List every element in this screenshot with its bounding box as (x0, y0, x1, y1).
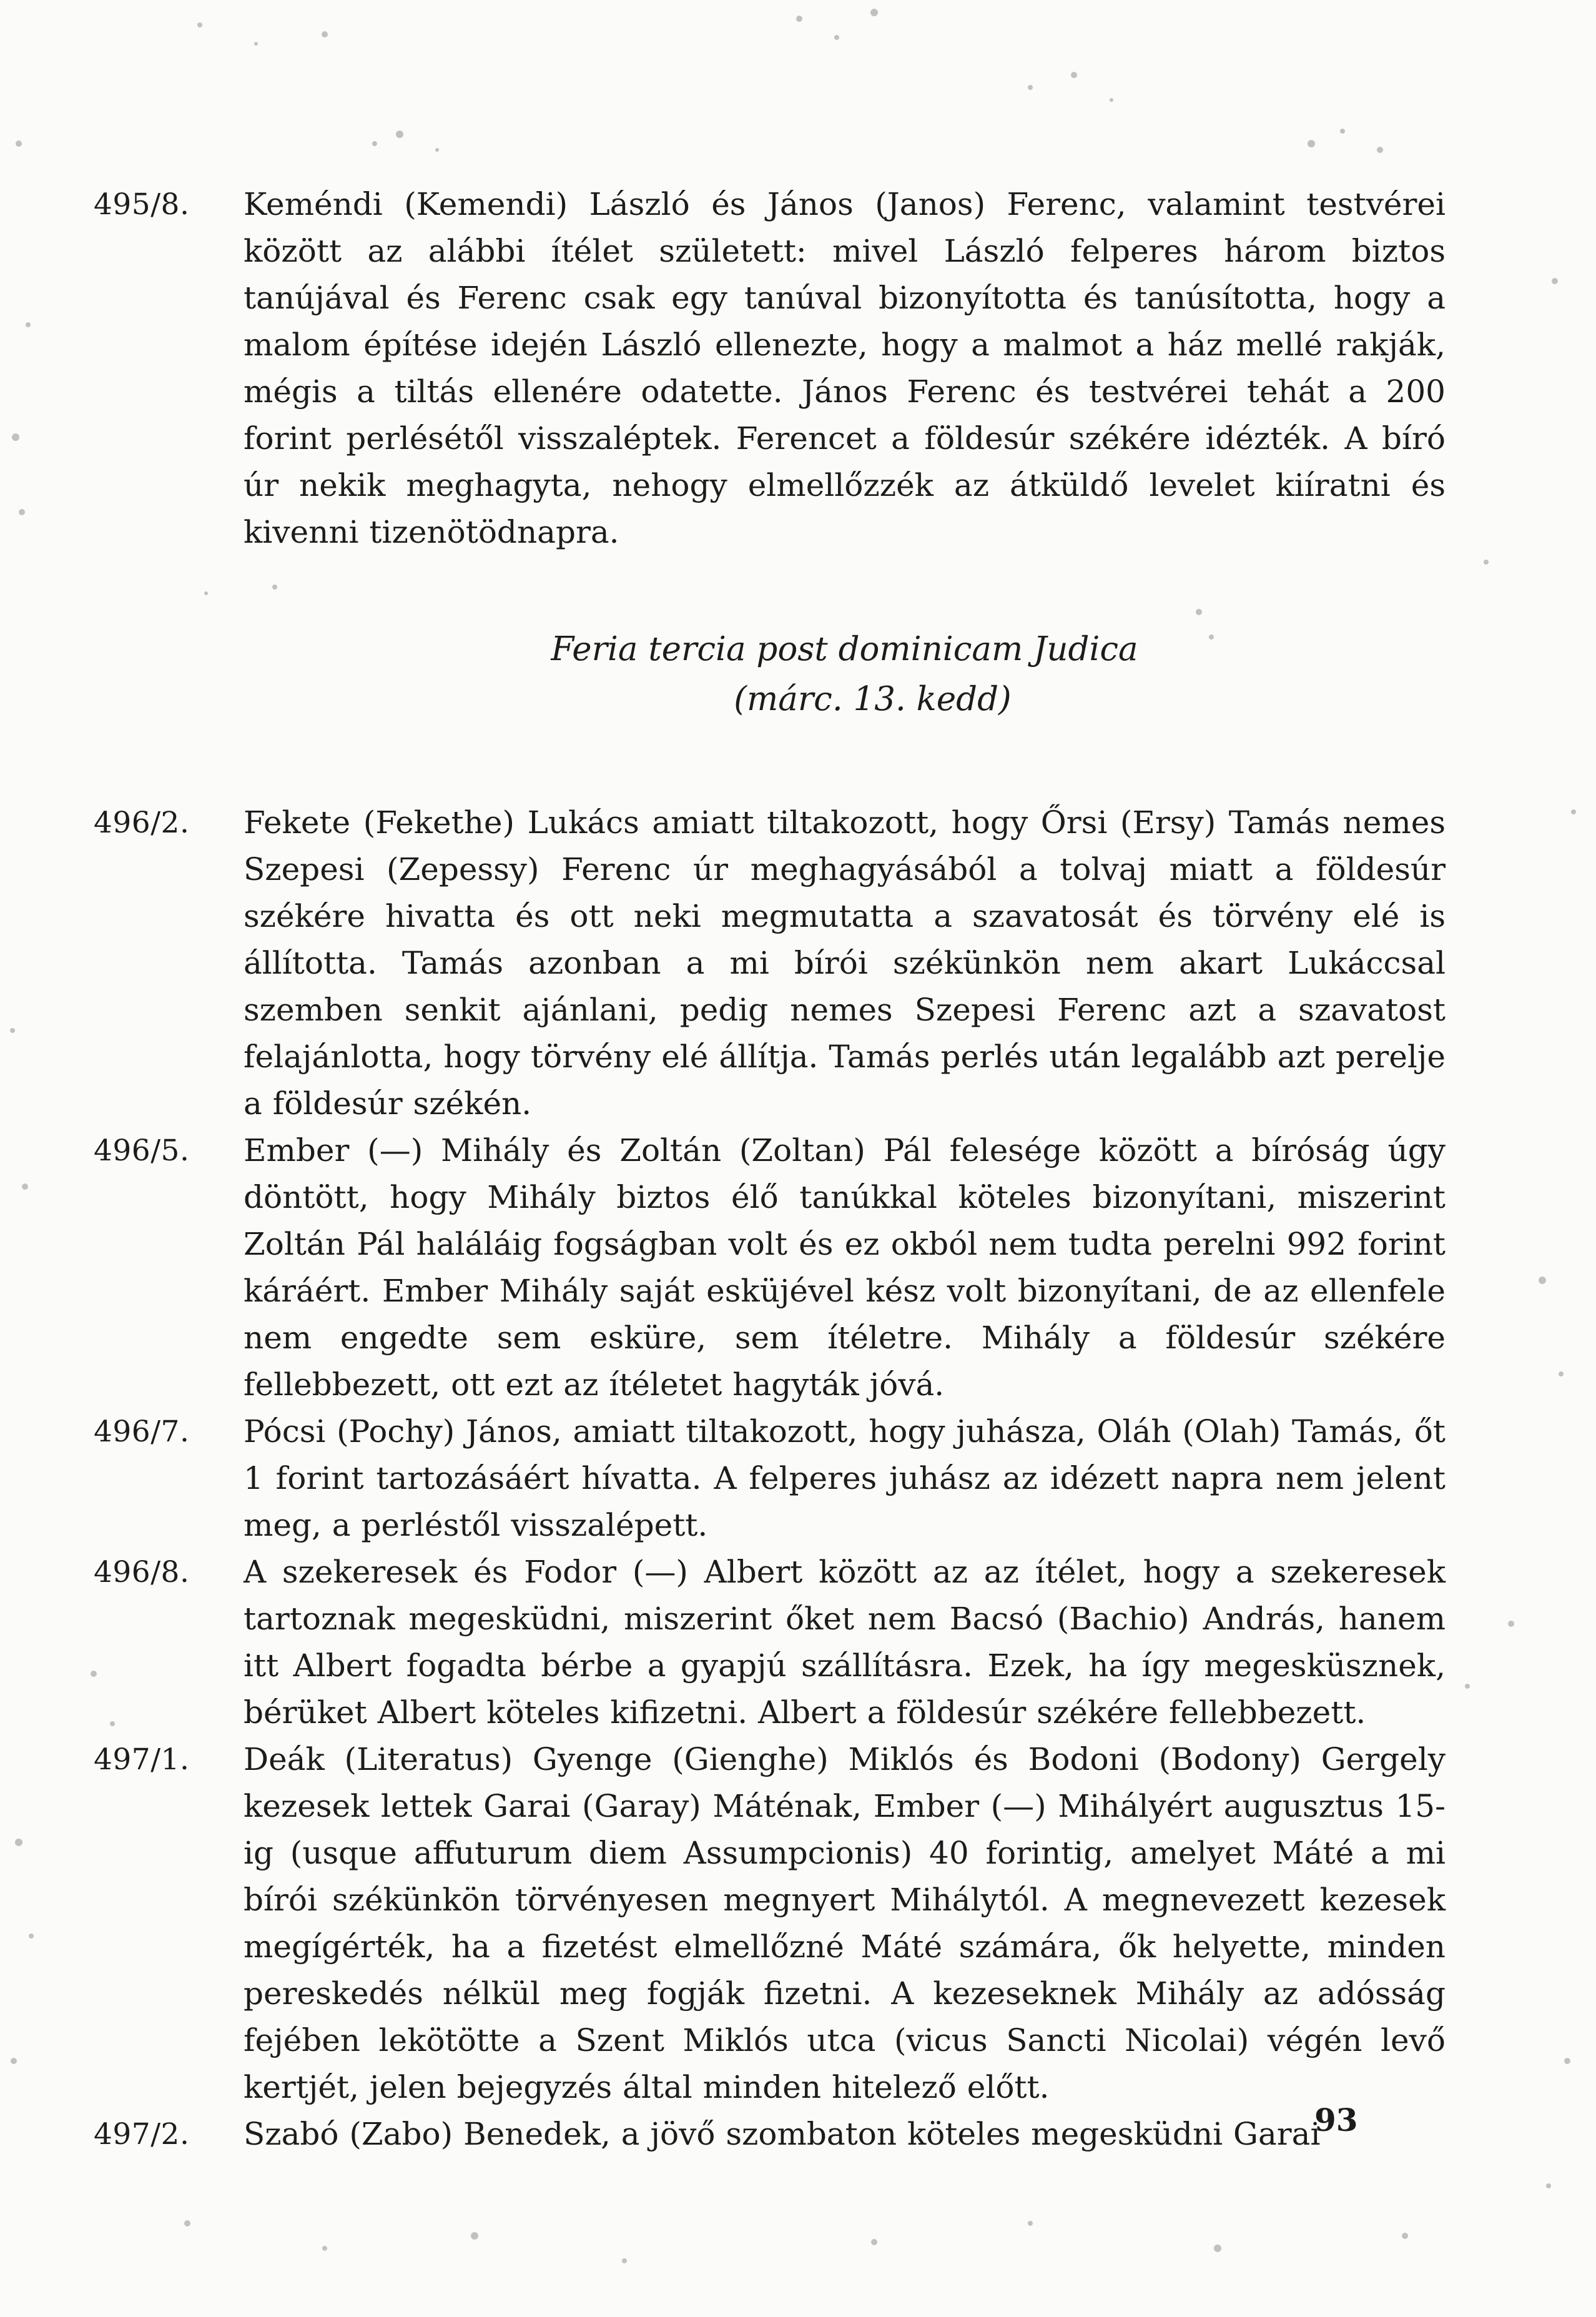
entry-number: 496/2. (94, 806, 190, 840)
entry-number: 497/1. (94, 1742, 190, 1777)
entry-text: Pócsi (Pochy) János, amiatt tiltakozott, hogy juhásza, Oláh (Olah) Tamás, őt 1 forint tartozásáért hívatta. A felperes juhász az idézett napra nem jelent meg, a perléstől visszalépett. (244, 1413, 1446, 1543)
entry-496-5 (94, 1127, 1446, 1408)
entry-text: Szabó (Zabo) Benedek, a jövő szombaton köteles megesküdni Garai (244, 2116, 1321, 2152)
page-number: 93 (1314, 2102, 1358, 2138)
date-heading-line1: Feria tercia post dominicam Judica (551, 630, 1138, 668)
entry-497-1 (94, 1736, 1446, 2111)
entry-496-8 (94, 1549, 1446, 1736)
entry-number: 495/8. (94, 187, 190, 222)
entry-number: 497/2. (94, 2117, 190, 2152)
entry-number: 496/8. (94, 1555, 190, 1589)
entry-number: 496/5. (94, 1134, 190, 1168)
entry-number: 496/7. (94, 1415, 190, 1449)
entry-text: Ember (—) Mihály és Zoltán (Zoltan) Pál felesége között a bíróság úgy döntött, hogy Mihály biztos élő tanúkkal köteles bizonyítani, miszerint Zoltán Pál haláláig fogságban volt és ez okból nem tudta perelni 992 forint káráért. Ember Mihály saját esküjével kész volt bizonyítani, de az ellenfele nem engedte sem esküre, sem ítéletre. Mihály a földesúr székére fellebbezett, ott ezt az ítéletet hagyták jóvá. (244, 1132, 1446, 1403)
entry-496-7 (94, 1408, 1446, 1549)
entry-496-2 (94, 799, 1446, 1127)
entry-text: Keméndi (Kemendi) László és János (Janos) Ferenc, valamint testvérei között az alábbi ítélet született: mivel László felperes három biztos tanújával és Ferenc csak egy tanúval bizonyította és tanúsította, hogy a malom építése idején László ellenezte, hogy a malmot a ház mellé rakják, mégis a tiltás ellenére odatette. János Ferenc és testvérei tehát a 200 forint perlésétől visszaléptek. Ferencet a földesúr székére idézték. A bíró úr nekik meghagyta, nehogy elmellőzzék az átküldő levelet kiíratni és kivenni tizenötödnapra. (244, 186, 1446, 550)
entries-section (94, 181, 1446, 2158)
entry-495-8 (94, 181, 1446, 556)
entry-text: Deák (Literatus) Gyenge (Gienghe) Miklós és Bodoni (Bodony) Gergely kezesek lettek Garai (Garay) Máténak, Ember (—) Mihályért augusztus 15-ig (usque affuturum diem Assumpcionis) 40 forintig, amelyet Máté a mi bírói székünkön törvényesen megnyert Mihálytól. A megnevezett kezesek megígérték, ha a fizetést elmellőzné Máté számára, ők helyette, minden pereskedés nélkül meg fogják fizetni. A kezeseknek Mihály az adósság fejében lekötötte a Szent Miklós utca (vicus Sancti Nicolai) végén levő kertjét, jelen bejegyzés által minden hitelező előtt. (244, 1741, 1446, 2105)
entry-text: Fekete (Fekethe) Lukács amiatt tiltakozott, hogy Őrsi (Ersy) Tamás nemes Szepesi (Zepessy) Ferenc úr meghagyásából a tolvaj miatt a földesúr székére hivatta és ott neki megmutatta a szavatosát és törvény elé is állította. Tamás azonban a mi bírói székünkön nem akart Lukáccsal szemben senkit ajánlani, pedig nemes Szepesi Ferenc azt a szavatost felajánlotta, hogy törvény elé állítja. Tamás perlés után legalább azt perelje a földesúr székén. (244, 804, 1446, 1122)
date-heading (94, 625, 1446, 724)
date-heading-line2: (márc. 13. kedd) (734, 680, 1012, 718)
entry-text: A szekeresek és Fodor (—) Albert között az az ítélet, hogy a szekeresek tartoznak megesküdni, miszerint őket nem Bacsó (Bachio) András, hanem itt Albert fogadta bérbe a gyapjú szállításra. Ezek, ha így megesküsznek, bérüket Albert köteles kifizetni. Albert a földesúr székére fellebbezett. (244, 1554, 1446, 1731)
entry-497-2 (94, 2111, 1405, 2158)
